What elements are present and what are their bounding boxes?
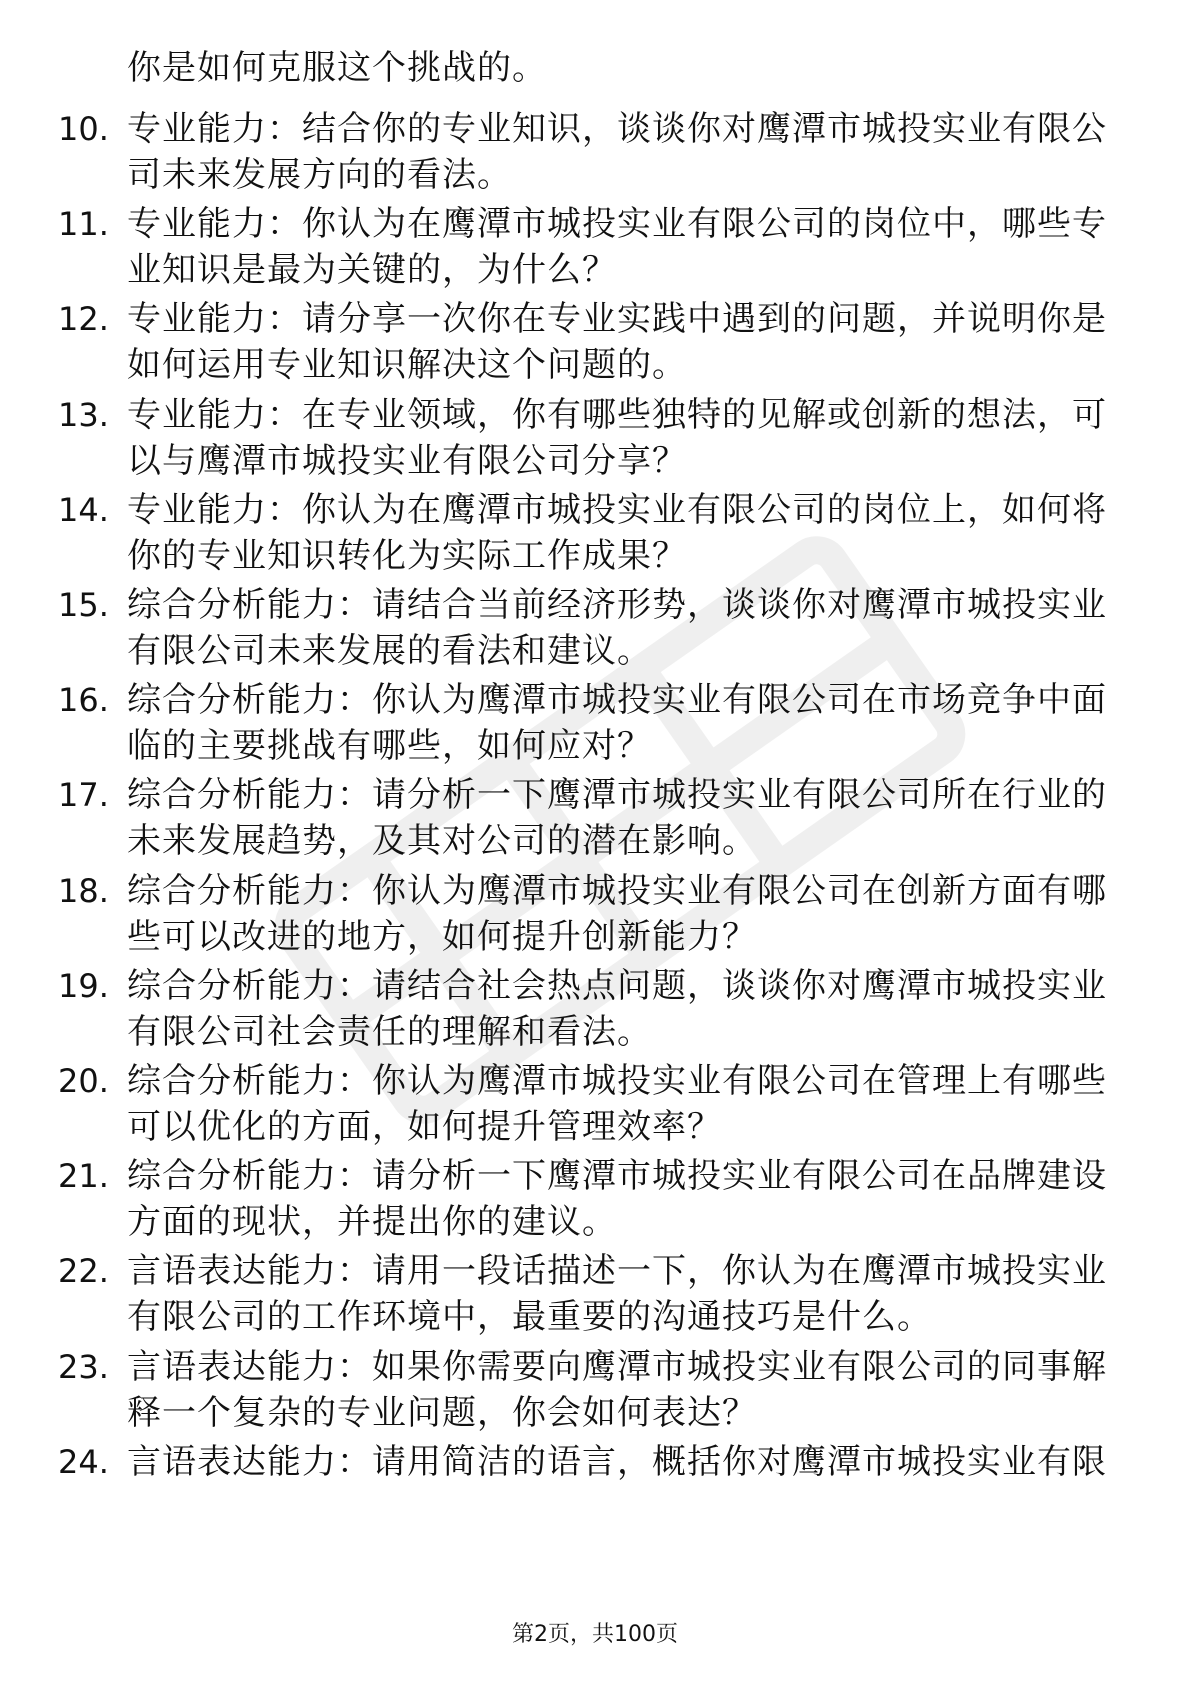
question-text-line: 综合分析能力：你认为鹰潭市城投实业有限公司在创新方面有哪 <box>127 870 1107 911</box>
question-number: 11. <box>58 205 109 244</box>
question-text-line: 有限公司未来发展的看法和建议。 <box>127 631 652 671</box>
question-text-line: 综合分析能力：你认为鹰潭市城投实业有限公司在市场竞争中面 <box>127 680 1107 721</box>
question-text-line: 有限公司的工作环境中，最重要的沟通技巧是什么。 <box>127 1297 932 1338</box>
question-text-line: 综合分析能力：请分析一下鹰潭市城投实业有限公司在品牌建设 <box>127 1156 1107 1197</box>
continuation-text: 你是如何克服这个挑战的。 <box>127 48 547 88</box>
question-text-line: 如何运用专业知识解决这个问题的。 <box>127 345 687 386</box>
question-number: 19. <box>58 966 109 1005</box>
question-number: 15. <box>58 586 109 624</box>
question-number: 23. <box>58 1347 109 1386</box>
question-text-line: 方面的现状，并提出你的建议。 <box>127 1202 617 1243</box>
question-text-line: 专业能力：请分享一次你在专业实践中遇到的问题，并说明你是 <box>127 299 1107 340</box>
question-text-line: 些可以改进的地方，如何提升创新能力？ <box>127 916 757 957</box>
question-text-line: 业知识是最为关键的，为什么？ <box>127 250 617 291</box>
question-text-line: 临的主要挑战有哪些，如何应对？ <box>127 726 652 767</box>
page-footer: 第2页，共100页 <box>512 1622 678 1647</box>
question-number: 14. <box>58 490 109 529</box>
question-number: 18. <box>58 871 109 910</box>
question-number: 10. <box>58 110 109 148</box>
question-number: 17. <box>58 776 109 815</box>
question-text-line: 言语表达能力：如果你需要向鹰潭市城投实业有限公司的同事解 <box>127 1346 1107 1387</box>
question-number: 12. <box>58 300 109 339</box>
question-text-line: 专业能力：在专业领域，你有哪些独特的见解或创新的想法，可 <box>127 394 1107 435</box>
question-number: 20. <box>58 1062 109 1100</box>
question-text-line: 专业能力：你认为在鹰潭市城投实业有限公司的岗位上，如何将 <box>127 489 1107 530</box>
question-text-line: 释一个复杂的专业问题，你会如何表达？ <box>127 1392 757 1433</box>
question-text-line: 有限公司社会责任的理解和看法。 <box>127 1011 652 1052</box>
question-number: 24. <box>58 1442 109 1481</box>
question-text-line: 专业能力：结合你的专业知识，谈谈你对鹰潭市城投实业有限公 <box>127 109 1107 149</box>
question-number: 16. <box>58 681 109 720</box>
question-number: 22. <box>58 1252 109 1291</box>
question-text-line: 以与鹰潭市城投实业有限公司分享？ <box>127 440 687 481</box>
question-text-line: 综合分析能力：请结合当前经济形势，谈谈你对鹰潭市城投实业 <box>127 585 1107 625</box>
question-text-line: 司未来发展方向的看法。 <box>127 155 512 195</box>
question-text-line: 专业能力：你认为在鹰潭市城投实业有限公司的岗位中，哪些专 <box>127 204 1107 245</box>
question-text-line: 综合分析能力：请分析一下鹰潭市城投实业有限公司所在行业的 <box>127 775 1107 816</box>
question-text-line: 言语表达能力：请用简洁的语言，概括你对鹰潭市城投实业有限 <box>127 1441 1107 1482</box>
question-text-line: 可以优化的方面，如何提升管理效率？ <box>127 1107 722 1147</box>
question-text-line: 综合分析能力：请结合社会热点问题，谈谈你对鹰潭市城投实业 <box>127 965 1107 1006</box>
question-text-line: 未来发展趋势，及其对公司的潜在影响。 <box>127 821 757 862</box>
question-text-line: 综合分析能力：你认为鹰潭市城投实业有限公司在管理上有哪些 <box>127 1061 1107 1101</box>
question-text-line: 言语表达能力：请用一段话描述一下，你认为在鹰潭市城投实业 <box>127 1251 1107 1292</box>
question-text-line: 你的专业知识转化为实际工作成果？ <box>127 535 687 576</box>
question-number: 21. <box>58 1157 109 1196</box>
question-number: 13. <box>58 395 109 434</box>
